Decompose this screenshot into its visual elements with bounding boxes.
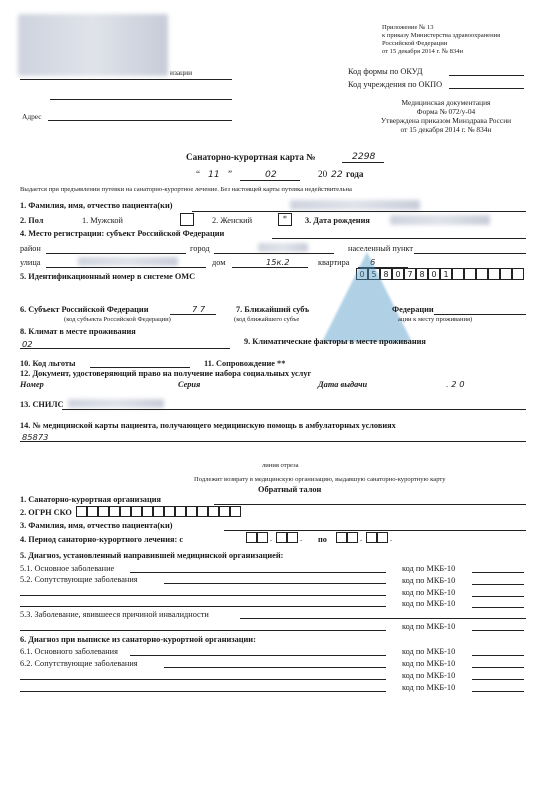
city-label: город	[190, 244, 210, 253]
ogrn-digit	[164, 506, 175, 517]
settlement-label: населенный пункт	[348, 244, 413, 253]
field-13-label: 13. СНИЛС	[20, 400, 64, 409]
oms-digit: 8	[380, 268, 392, 280]
coupon-6-1-label: 6.1. Основного заболевания	[20, 647, 118, 656]
ogrn-digit	[230, 506, 241, 517]
return-coupon-title: Обратный талон	[258, 485, 322, 494]
field-8-label: 8. Климат в месте проживания	[20, 327, 136, 336]
hologram-stamp	[322, 252, 412, 342]
ogrn-digit	[197, 506, 208, 517]
gender-male-label: 1. Мужской	[82, 216, 123, 225]
apartment-value: 6	[370, 257, 376, 267]
oms-digit	[464, 268, 476, 280]
organization-name-redacted	[18, 14, 168, 76]
mkb-label: код по МКБ-10	[402, 671, 456, 680]
card-year-word: года	[346, 169, 364, 179]
oms-digit: 0	[428, 268, 440, 280]
oms-digit	[500, 268, 512, 280]
return-coupon-subtitle: Подлежит возврату в медицинскую организацию, выдавшую санаторно-курортную карту	[194, 476, 446, 483]
address-label: Адрес	[22, 112, 42, 121]
coupon-3-label: 3. Фамилия, имя, отчество пациента(ки)	[20, 521, 173, 530]
mkb-label: код по МКБ-10	[402, 576, 456, 585]
gender-male-checkbox[interactable]	[180, 213, 194, 226]
field-1-label: 1. Фамилия, имя, отчество пациента(ки)	[20, 201, 173, 210]
field-6-hint: (код субъекта Российской Федерации)	[64, 316, 171, 323]
gender-female-checkbox[interactable]: *	[278, 213, 292, 226]
gender-female-label: 2. Женский	[212, 216, 253, 225]
ogrn-digit	[142, 506, 153, 517]
oms-digit: 0	[392, 268, 404, 280]
district-label: район	[20, 244, 41, 253]
mkb-label: код по МКБ-10	[402, 659, 456, 668]
ogrn-digit	[98, 506, 109, 517]
document-issue-date-value: . 2 0	[446, 379, 465, 389]
field-12-label: 12. Документ, удостоверяющий право на получение набора социальных услуг	[20, 369, 312, 378]
card-month: 02	[265, 169, 277, 180]
coupon-6-2-label: 6.2. Сопутствующие заболевания	[20, 659, 138, 668]
coupon-5-label: 5. Диагноз, установленный направившей медицинской организацией:	[20, 551, 284, 560]
document-number-label: Номер	[20, 380, 44, 389]
card-date: “	[196, 169, 201, 179]
street-redacted	[78, 257, 178, 266]
city-redacted	[258, 243, 308, 252]
snils-redacted	[68, 399, 164, 408]
ogrn-digit	[153, 506, 164, 517]
document-issue-date-label: Дата выдачи	[318, 380, 368, 389]
ogrn-digit	[120, 506, 131, 517]
mkb-label: код по МКБ-10	[402, 622, 456, 631]
ogrn-digit	[76, 506, 87, 517]
tear-line-label: линия отреза	[262, 462, 299, 469]
apartment-label: квартира	[318, 258, 350, 267]
period-to-label: по	[318, 535, 327, 544]
ogrn-digit	[87, 506, 98, 517]
field-5-label: 5. Идентификационный номер в системе ОМС	[20, 272, 196, 281]
oms-digit: 0	[356, 268, 368, 280]
ogrn-digit	[208, 506, 219, 517]
field-4-label: 4. Место регистрации: субъект Российской Федерации	[20, 229, 225, 238]
field-7-hint-tail: ации к месту проживания)	[398, 316, 473, 323]
oms-digit	[452, 268, 464, 280]
field-7-hint: (код ближайшего субъе	[234, 316, 300, 323]
field-10-label: 10. Код льготы	[20, 359, 76, 368]
card-year-suffix: 22	[331, 169, 343, 180]
card-number: 2298	[352, 151, 376, 162]
oms-digit: 1	[440, 268, 452, 280]
field-9-label: 9. Климатические факторы в месте проживания	[244, 337, 426, 346]
oms-digit: 5	[368, 268, 380, 280]
coupon-5-2-label: 5.2. Сопутствующие заболевания	[20, 575, 138, 584]
oms-digit: 8	[416, 268, 428, 280]
ogrn-digit	[175, 506, 186, 517]
card-day: 11	[208, 169, 220, 180]
coupon-1-label: 1. Санаторно-курортная организация	[20, 495, 161, 504]
document-type-block: Медицинская документация Форма № 072/у-04 Утверждена приказом Минздрава России от 15 декабря 2014 г. № 834н	[380, 98, 512, 134]
coupon-2-label: 2. ОГРН СКО	[20, 508, 72, 517]
annex-block: Приложение № 13 к приказу Министерства здравоохранения Российской Федерации от 15 декабря 2014 г. № 834н	[382, 24, 501, 55]
field-6-value: 7 7	[192, 304, 206, 314]
mkb-label: код по МКБ-10	[402, 599, 456, 608]
field-11-label: 11. Сопровождение **	[204, 359, 286, 368]
mkb-label: код по МКБ-10	[402, 647, 456, 656]
ogrn-digit	[131, 506, 142, 517]
ogrn-digit	[219, 506, 230, 517]
coupon-5-3-label: 5.3. Заболевание, явившееся причиной инвалидности	[20, 610, 209, 619]
birth-date-redacted	[390, 215, 490, 225]
oms-digit	[476, 268, 488, 280]
field-7-label-tail: Федерации	[392, 305, 434, 314]
ogrn-digit	[186, 506, 197, 517]
document-series-label: Серия	[178, 380, 201, 389]
mkb-label: код по МКБ-10	[402, 588, 456, 597]
house-label: дом	[212, 258, 226, 267]
field-14-value: 85873	[22, 432, 49, 442]
okud-label: Код формы по ОКУД	[348, 67, 423, 76]
mkb-label: код по МКБ-10	[402, 683, 456, 692]
card-year-prefix: 20	[318, 169, 328, 179]
organization-label-suffix: изации	[170, 68, 193, 77]
ogrn-digit	[109, 506, 120, 517]
field-2-label: 2. Пол	[20, 216, 44, 225]
house-value: 15к.2	[266, 257, 290, 267]
field-6-label: 6. Субъект Российской Федерации	[20, 305, 149, 314]
coupon-5-1-label: 5.1. Основное заболевание	[20, 564, 115, 573]
field-8-value: 02	[22, 339, 33, 349]
field-3-label: 3. Дата рождения	[305, 216, 370, 225]
oms-digit: 7	[404, 268, 416, 280]
field-7-label: 7. Ближайший субъ	[236, 305, 310, 314]
oms-digit	[512, 268, 524, 280]
mkb-label: код по МКБ-10	[402, 564, 456, 573]
field-14-label: 14. № медицинской карты пациента, получающего медицинскую помощь в амбулаторных условиях	[20, 421, 396, 430]
coupon-4-label: 4. Период санаторно-курортного лечения: с	[20, 535, 184, 544]
card-notice: Выдается при предъявлении путевки на санаторно-курортное лечение. Без настоящей карты путевка недействительна	[20, 186, 352, 193]
oms-digit	[488, 268, 500, 280]
coupon-6-label: 6. Диагноз при выписке из санаторно-курортной организации:	[20, 635, 256, 644]
patient-name-redacted	[290, 200, 420, 210]
card-title: Санаторно-курортная карта №	[186, 152, 316, 162]
street-label: улица	[20, 258, 41, 267]
okpo-label: Код учреждения по ОКПО	[348, 80, 443, 89]
